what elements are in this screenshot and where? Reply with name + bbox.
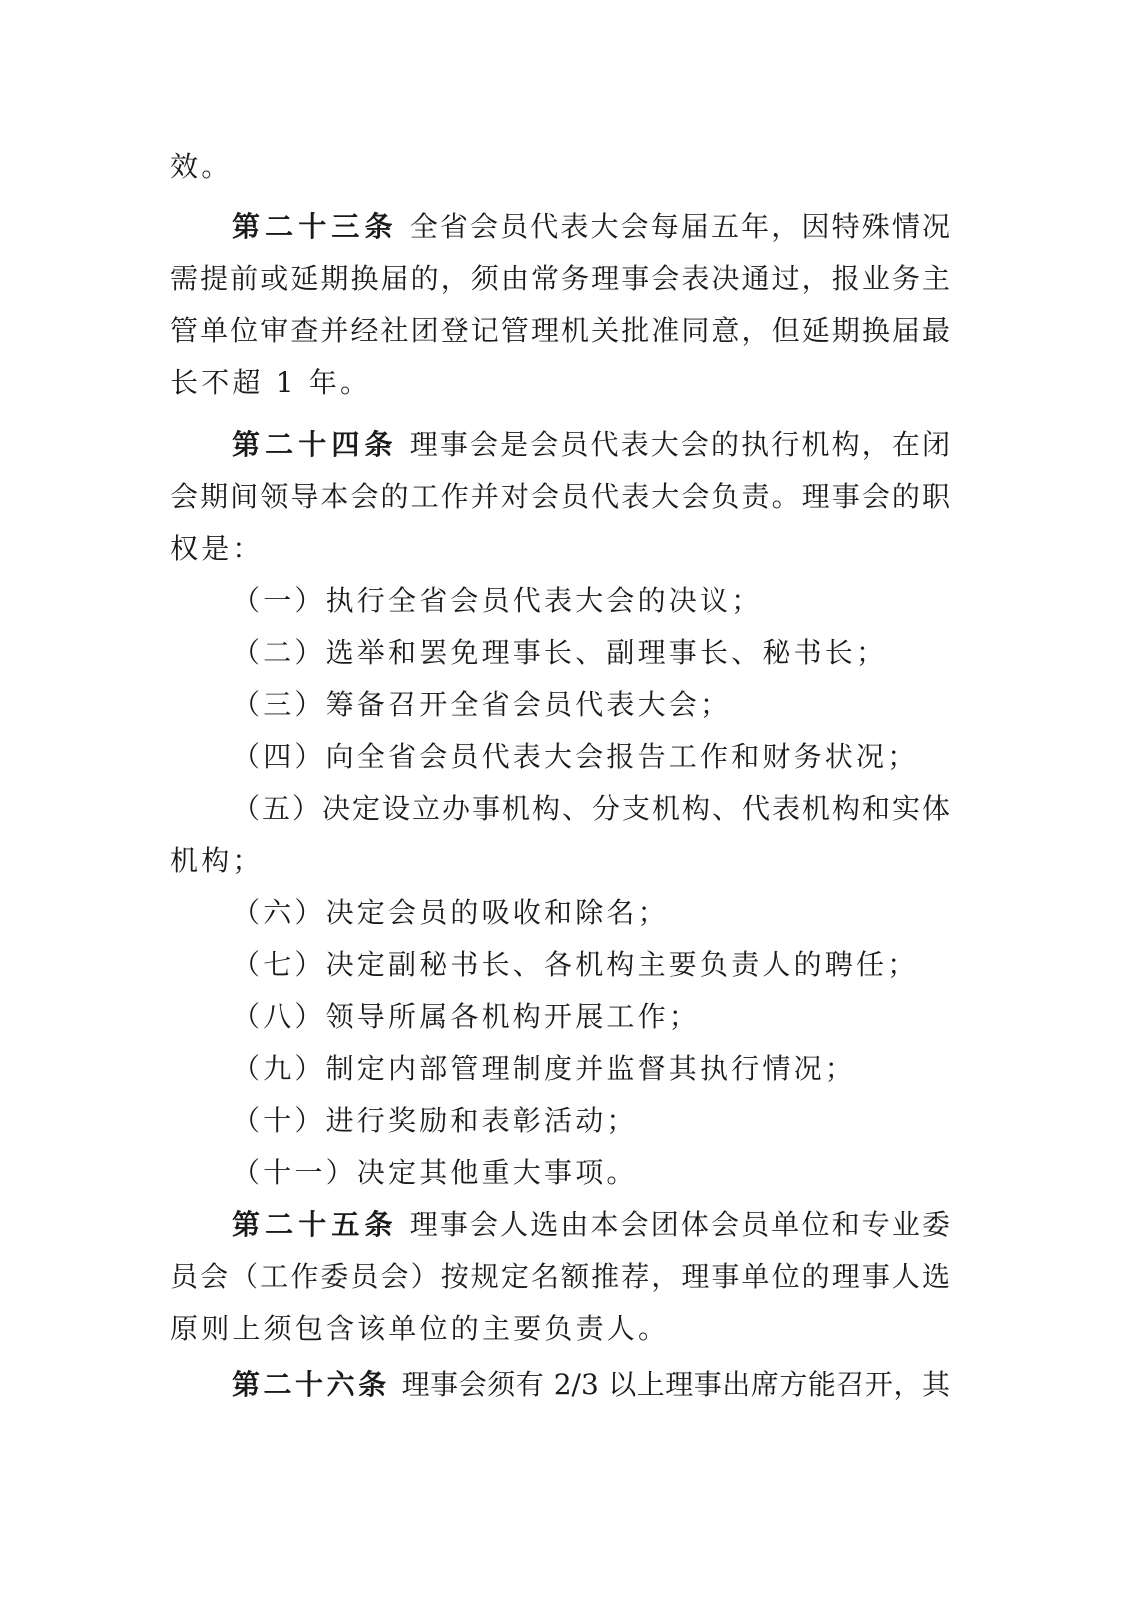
list-item: （四）向全省会员代表大会报告工作和财务状况；: [232, 740, 919, 773]
list-item-continuation: 机构；: [170, 844, 264, 877]
article-title: 第二十五条: [232, 1208, 398, 1241]
text-line: 权是：: [170, 532, 264, 565]
list-item: （一）执行全省会员代表大会的决议；: [232, 584, 763, 617]
list-item: （七）决定副秘书长、各机构主要负责人的聘任；: [232, 948, 919, 981]
text-line: 员会（工作委员会）按规定名额推荐，理事单位的理事人选: [170, 1260, 950, 1293]
article-25-heading-line: [232, 1205, 950, 1245]
article-title: 第二十六条: [232, 1368, 390, 1401]
text-line: 需提前或延期换届的，须由常务理事会表决通过，报业务主: [170, 262, 950, 295]
text-line: 管单位审查并经社团登记管理机关批准同意，但延期换届最: [170, 314, 950, 347]
article-title: 第二十三条: [232, 210, 398, 243]
text-line: 会期间领导本会的工作并对会员代表大会负责。理事会的职: [170, 480, 950, 513]
article-title: 第二十四条: [232, 428, 398, 461]
list-item: （三）筹备召开全省会员代表大会；: [232, 688, 732, 721]
list-item: （十）进行奖励和表彰活动；: [232, 1104, 638, 1137]
list-item: （六）决定会员的吸收和除名；: [232, 896, 669, 929]
list-item: （十一）决定其他重大事项。: [232, 1156, 638, 1189]
text-line: 原则上须包含该单位的主要负责人。: [170, 1312, 670, 1345]
article-text: 理事会人选由本会团体会员单位和专业委: [409, 1208, 950, 1241]
article-text: 理事会须有 2/3 以上理事出席方能召开，其: [401, 1368, 950, 1401]
article-23-heading-line: [232, 207, 950, 247]
list-item: （九）制定内部管理制度并监督其执行情况；: [232, 1052, 857, 1085]
article-text: 全省会员代表大会每届五年，因特殊情况: [409, 210, 950, 243]
article-26-heading-line: [232, 1365, 950, 1405]
text-line: 效。: [170, 150, 233, 183]
list-item: （八）领导所属各机构开展工作；: [232, 1000, 701, 1033]
list-item: （二）选举和罢免理事长、副理事长、秘书长；: [232, 636, 888, 669]
article-text: 理事会是会员代表大会的执行机构，在闭: [409, 428, 950, 461]
list-item: （五）决定设立办事机构、分支机构、代表机构和实体: [232, 792, 950, 825]
article-24-heading-line: [232, 425, 950, 465]
text-line: 长不超 1 年。: [170, 366, 372, 399]
